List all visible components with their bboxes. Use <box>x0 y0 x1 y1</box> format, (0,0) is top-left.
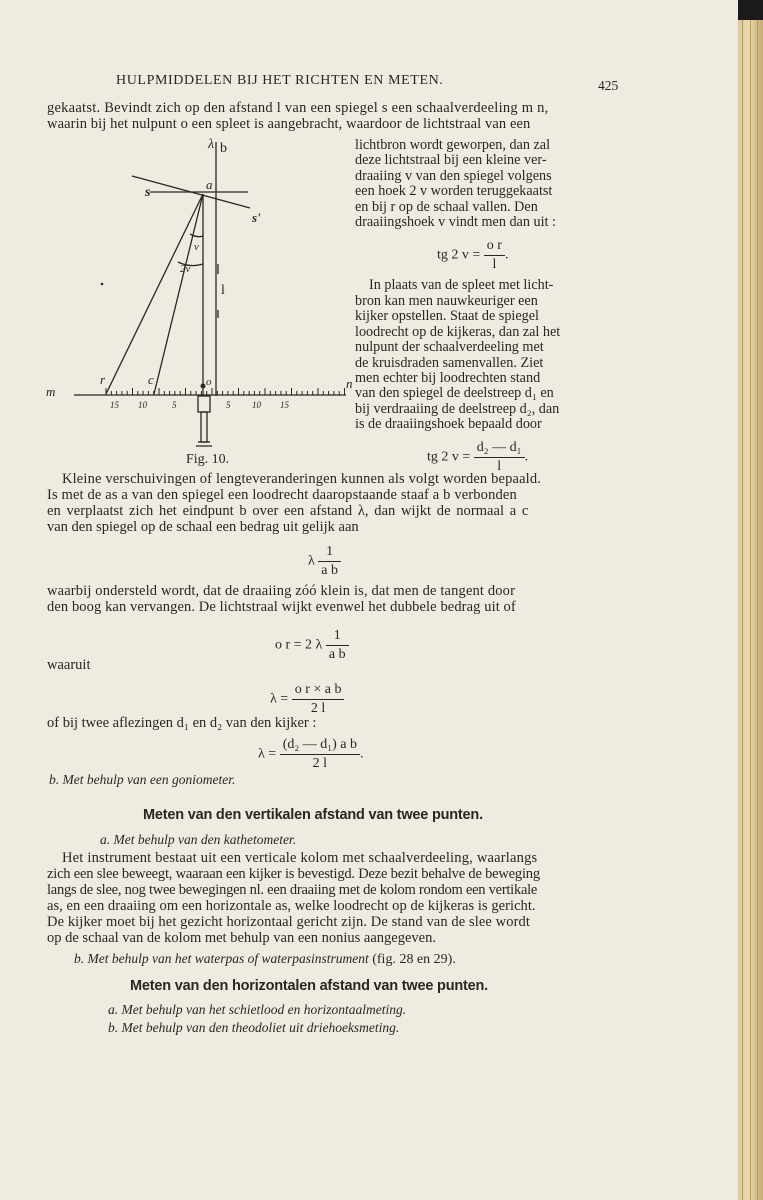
equation-tg2v-or: tg 2 v = $\frac{\text{o r}}{l}$ . <box>437 238 509 272</box>
text-line: een hoek 2 v worden teruggekaatst <box>355 183 553 200</box>
equation-lambda-d: λ = $\frac{\text{(d₂ — d₁) a b}}{2 l}$ . <box>258 737 364 771</box>
label-b: b <box>220 141 227 156</box>
right-column-para2 <box>355 278 623 293</box>
page-edge-line <box>757 20 758 1200</box>
text-line: de kruisdraden samenvallen. Ziet <box>355 354 544 371</box>
section-heading: Meten van den horizontalen afstand van twee punten. <box>130 978 488 994</box>
figure-10-diagram <box>40 134 360 454</box>
running-title: HULPMIDDELEN BIJ HET RICHTEN EN METEN. <box>116 73 444 88</box>
list-item: b. Met behulp van den theodoliet uit driehoeksmeting. <box>108 1020 400 1035</box>
label-o: o <box>206 376 212 388</box>
text-line: Het instrument bestaat uit een verticale kolom met schaalverdeeling, waarlangs <box>62 850 538 866</box>
label-s-prime: s' <box>252 210 261 225</box>
text-line: Kleine verschuivingen of lengteveranderingen kunnen als volgt worden bepaald. <box>62 471 542 487</box>
tick-label: 5 <box>172 400 177 410</box>
text-line: zich een slee beweegt, waaraan een kijker is bevestigd. Deze bezit behalve de beweging <box>47 866 540 882</box>
reflected-ray-r <box>106 194 203 394</box>
intro-line: waarin bij het nulpunt o een spleet is aangebracht, waardoor de lichtstraal van een <box>47 116 531 132</box>
label-2v: 2v <box>180 263 191 275</box>
label-c: c <box>148 372 154 387</box>
intro-line: gekaatst. Bevindt zich op den afstand l van een spiegel s een schaalverdeeling m n, <box>47 100 549 116</box>
telescope-body <box>198 396 210 412</box>
list-item: b. Met behulp van het waterpas of waterpasinstrument (fig. 28 en 29). <box>74 951 456 967</box>
text-line: De kijker moet bij het gezicht horizontaal gericht zijn. De stand van de slee wordt <box>47 914 531 930</box>
text-line: is de draaiingshoek bepaald door <box>355 416 542 433</box>
list-item: b. Met behulp van een goniometer. <box>49 772 236 787</box>
equation-lambda-or: λ = $\frac{\text{o r × a b}}{2 l}$ <box>270 682 344 717</box>
label-lambda: λ <box>208 137 215 152</box>
tick-label: 10 <box>138 400 147 410</box>
text-line: bron kan men nauwkeuriger een <box>355 293 538 309</box>
tick-label: 5 <box>226 400 231 410</box>
telescope-tube <box>201 412 207 442</box>
text-line: van den spiegel op de schaal een bedrag uit gelijk aan <box>47 519 359 535</box>
label-r: r <box>100 372 106 387</box>
page-edge-line <box>750 20 751 1200</box>
waaruit-text: waaruit <box>47 657 91 673</box>
text-line: waarbij ondersteld wordt, dat de draaiing zóó klein is, dat men de tangent door <box>47 583 516 599</box>
text-line: as, en een draaiing om een horizontale as, welke loodrecht op de kijkeras is gericht. <box>47 898 536 914</box>
equation-tg2v-d: tg 2 v = $\frac{\text{d₂ — d₁}}{l}$ . <box>427 440 529 474</box>
text-line: nulpunt der schaalverdeeling met <box>355 339 544 356</box>
label-s: s <box>145 185 151 200</box>
text-line: bij verdraaiing de deelstreep d₂, dan <box>355 400 560 417</box>
equation-or: o r = 2 λ $\frac{1}{\text{a b}}$ <box>275 628 349 663</box>
equation-lambda-ab: λ $\frac{1}{\text{a b}}$ <box>308 544 341 579</box>
text-line: Is met de as a van den spiegel een loodrecht daaropstaande staaf a b verbonden <box>47 487 517 503</box>
text-line: draaiing v van den spiegel volgens <box>355 167 552 184</box>
text-line: loodrecht op de kijkeras, dan zal het <box>355 323 561 340</box>
text-line: den boog kan vervangen. De lichtstraal wijkt evenwel het dubbele bedrag uit of <box>47 599 516 615</box>
right-column-para1 <box>355 138 623 230</box>
section-heading: Meten van den vertikalen afstand van twee punten. <box>143 807 483 823</box>
text-line: of bij twee aflezingen d₁ en d₂ van den kijker : <box>47 715 317 731</box>
label-v: v <box>194 241 199 253</box>
text-line: In plaats van de spleet met licht- <box>369 277 554 293</box>
page-edge-line <box>742 20 743 1200</box>
text-line: deze lichtstraal bij een kleine ver- <box>355 152 547 169</box>
text-line: en verplaatst zich het eindpunt b over een afstand λ, dan wijkt de normaal a c <box>47 503 529 519</box>
label-l: l <box>221 283 225 298</box>
text-line: en bij r op de schaal vallen. Den <box>355 198 538 215</box>
tick-label: 15 <box>110 400 119 410</box>
label-m: m <box>46 384 56 399</box>
figure-caption: Fig. 10. <box>186 452 230 467</box>
text-line: van den spiegel de deelstreep d₁ en <box>355 385 554 402</box>
label-a: a <box>206 177 213 192</box>
page-number: 425 <box>598 78 619 93</box>
tick-label: 10 <box>252 400 261 410</box>
text-line: op de schaal van de kolom met behulp van een nonius aangegeven. <box>47 930 436 946</box>
text-line: men echter bij loodrechten stand <box>355 370 541 387</box>
list-item: a. Met behulp van het schietlood en horizontaalmeting. <box>108 1002 407 1017</box>
list-item: a. Met behulp van den kathetometer. <box>100 832 297 847</box>
text-line: draaiingshoek v vindt men dan uit : <box>355 214 556 231</box>
scale-ticks <box>106 388 345 395</box>
text-line: kijker opstellen. Staat de spiegel <box>355 308 539 325</box>
angle-arc-v <box>190 234 203 237</box>
text-line: lichtbron wordt geworpen, dan zal <box>355 137 551 153</box>
tick-label: 15 <box>280 400 289 410</box>
label-n: n <box>346 376 353 391</box>
right-column-para2-cont <box>355 294 623 433</box>
origin-point <box>201 384 206 389</box>
text-line: langs de slee, nog twee bewegingen nl. een draaiing met de kolom rondom een vertikale <box>47 882 538 898</box>
normal-ray-c <box>154 194 203 394</box>
